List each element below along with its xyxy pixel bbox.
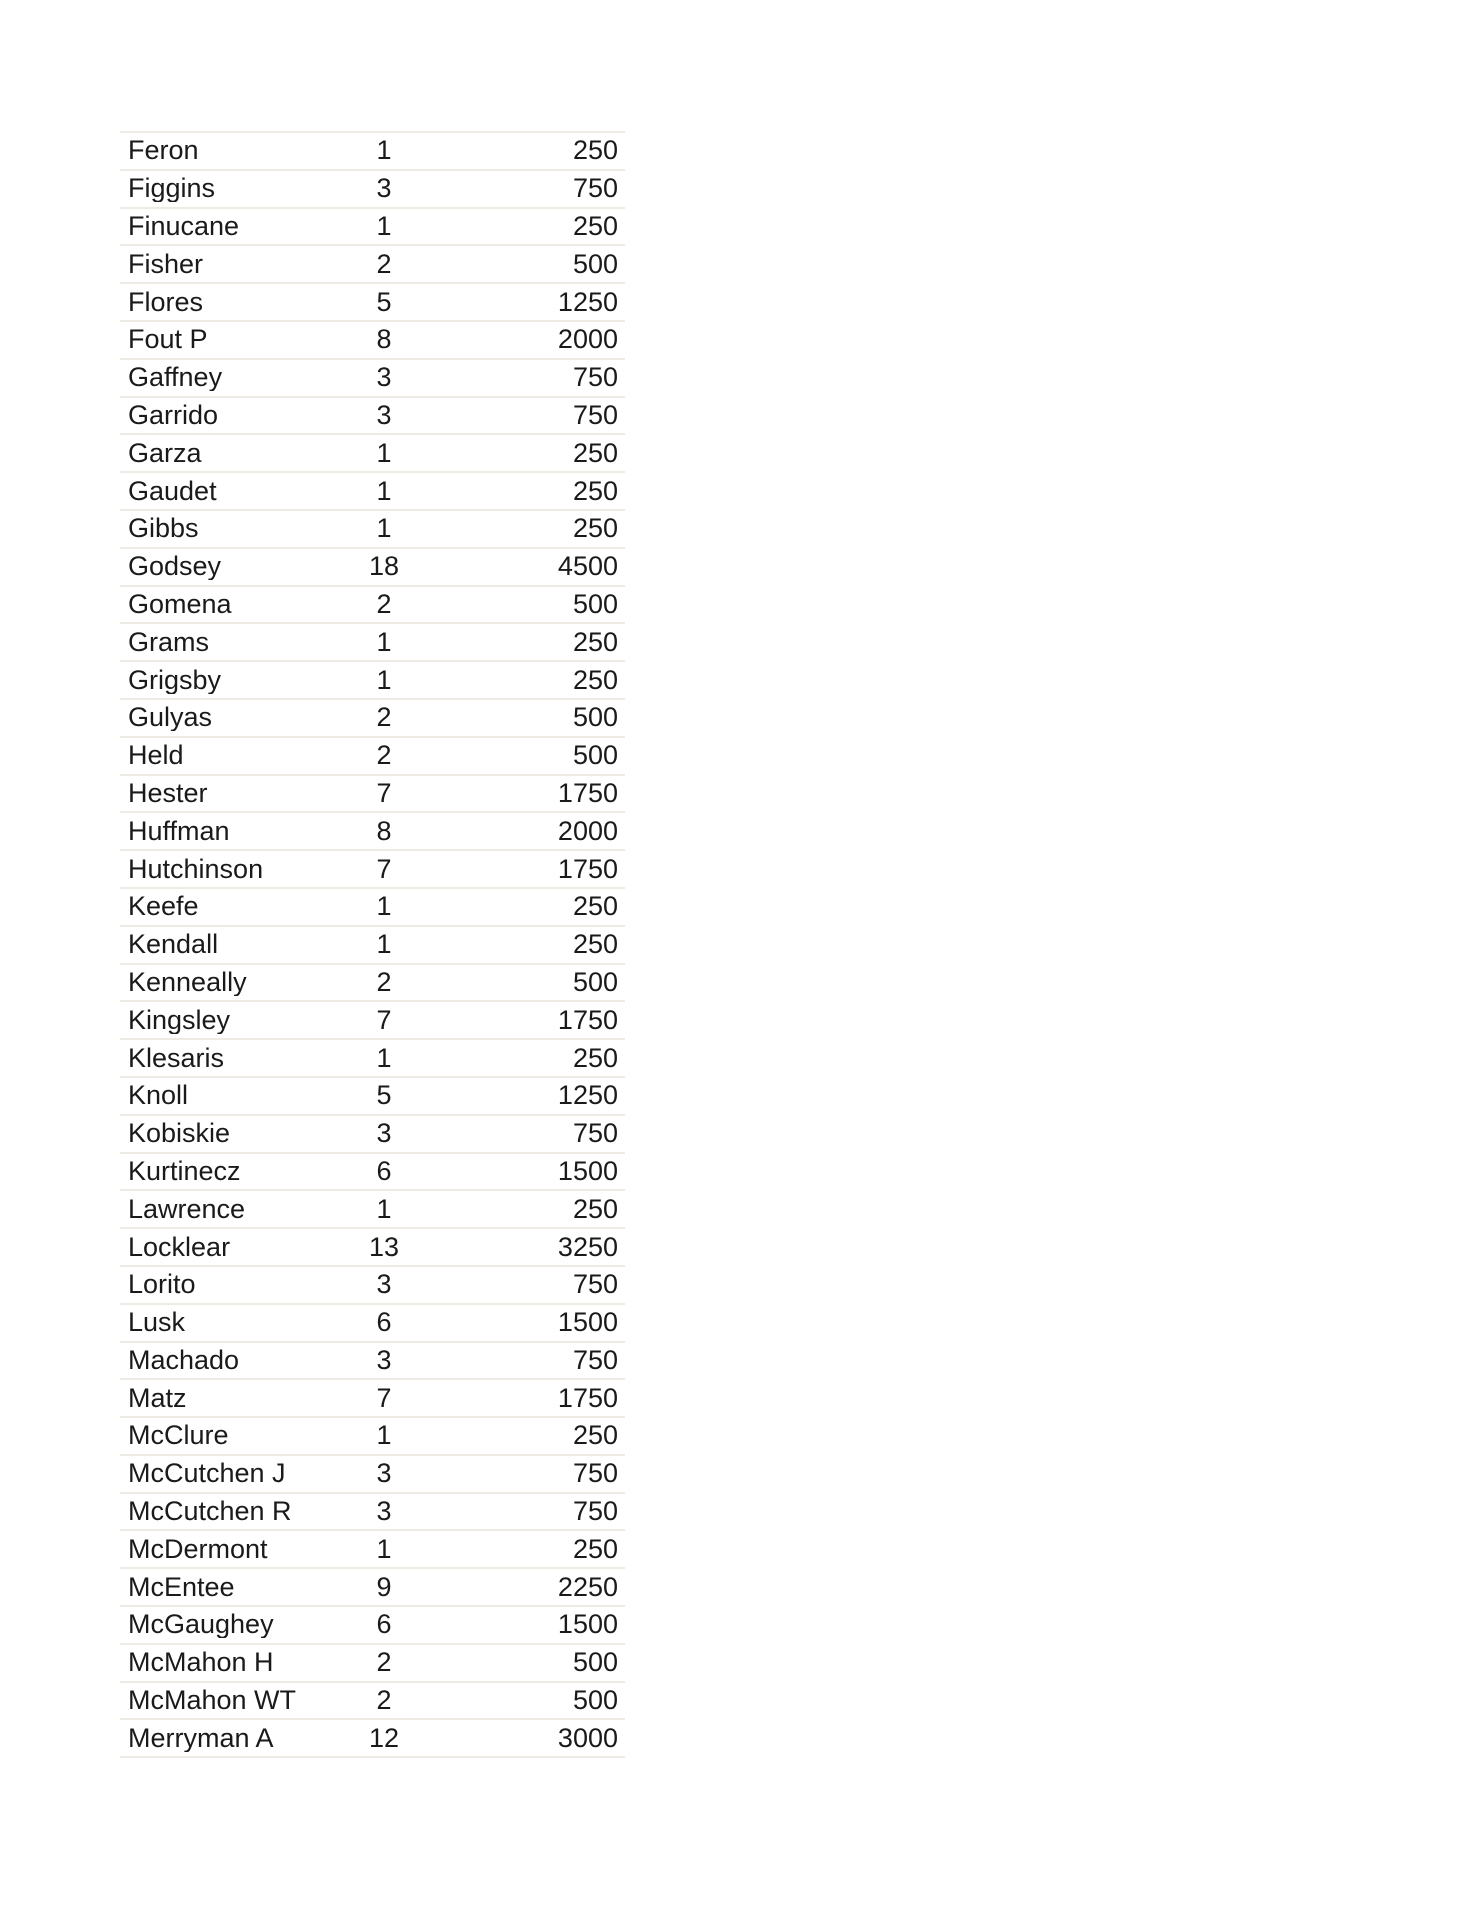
count-cell: 7 [376, 1382, 392, 1413]
amount-cell: 3250 [557, 1231, 618, 1262]
count-cell: 2 [376, 248, 392, 279]
amount-cell: 250 [572, 210, 618, 241]
count-cell: 12 [368, 1722, 400, 1753]
name-cell: Huffman [128, 817, 230, 845]
amount-cell: 1250 [557, 1080, 618, 1111]
name-cell: Klesaris [128, 1044, 225, 1072]
table-row [120, 1720, 625, 1758]
name-cell: Feron [128, 137, 199, 165]
amount-cell: 750 [572, 362, 618, 393]
table-row [120, 1645, 625, 1683]
name-cell: Garza [128, 439, 202, 467]
table-row [120, 851, 625, 889]
amount-cell: 1500 [557, 1307, 618, 1338]
name-cell: McGaughey [128, 1611, 274, 1639]
table-row [120, 1569, 625, 1607]
table-row [120, 738, 625, 776]
count-cell: 1 [376, 664, 392, 695]
amount-cell: 500 [572, 740, 618, 771]
name-cell: McDermont [128, 1535, 268, 1563]
table-row [120, 927, 625, 965]
table-row [120, 435, 625, 473]
name-cell: Gaudet [128, 477, 217, 505]
amount-cell: 2000 [557, 324, 618, 355]
amount-cell: 750 [572, 1118, 618, 1149]
amount-cell: 1750 [557, 777, 618, 808]
amount-cell: 250 [572, 664, 618, 695]
table-row [120, 1154, 625, 1192]
amount-cell: 750 [572, 1269, 618, 1300]
count-cell: 6 [376, 1155, 392, 1186]
amount-cell: 250 [572, 891, 618, 922]
name-cell: Gibbs [128, 515, 199, 543]
name-cell: Grigsby [128, 666, 222, 694]
name-cell: Fout P [128, 326, 208, 354]
name-cell: McMahon H [128, 1649, 274, 1677]
count-cell: 2 [376, 966, 392, 997]
name-cell: Keefe [128, 893, 199, 921]
table-row [120, 398, 625, 436]
amount-cell: 1250 [557, 286, 618, 317]
count-cell: 2 [376, 702, 392, 733]
name-cell: McClure [128, 1422, 229, 1450]
amount-cell: 500 [572, 1647, 618, 1678]
count-cell: 1 [376, 1193, 392, 1224]
name-cell: Merryman A [128, 1724, 274, 1752]
table-row [120, 889, 625, 927]
table-row [120, 360, 625, 398]
name-cell: Figgins [128, 175, 216, 203]
count-cell: 1 [376, 1042, 392, 1073]
count-cell: 7 [376, 777, 392, 808]
table-row [120, 246, 625, 284]
name-cell: Kingsley [128, 1006, 231, 1034]
table-row [120, 473, 625, 511]
count-cell: 3 [376, 1496, 392, 1527]
count-cell: 3 [376, 1458, 392, 1489]
name-cell: Grams [128, 628, 209, 656]
table-row [120, 1683, 625, 1721]
amount-cell: 4500 [557, 551, 618, 582]
amount-cell: 500 [572, 702, 618, 733]
amount-cell: 750 [572, 1344, 618, 1375]
table-row [120, 1191, 625, 1229]
amount-cell: 250 [572, 135, 618, 166]
count-cell: 1 [376, 891, 392, 922]
name-cell: Locklear [128, 1233, 231, 1261]
count-cell: 6 [376, 1307, 392, 1338]
table-row [120, 1418, 625, 1456]
count-cell: 6 [376, 1609, 392, 1640]
name-cell: Hester [128, 779, 208, 807]
amount-cell: 250 [572, 1533, 618, 1564]
amount-cell: 500 [572, 248, 618, 279]
amount-cell: 1750 [557, 1382, 618, 1413]
table-row [120, 813, 625, 851]
table-row [120, 1607, 625, 1645]
name-cell: Fisher [128, 250, 204, 278]
name-cell: Kendall [128, 931, 219, 959]
table-row [120, 1116, 625, 1154]
count-cell: 7 [376, 1004, 392, 1035]
amount-cell: 1500 [557, 1155, 618, 1186]
name-cell: Godsey [128, 553, 222, 581]
name-cell: Lawrence [128, 1195, 246, 1223]
table-row [120, 1343, 625, 1381]
count-cell: 1 [376, 135, 392, 166]
count-cell: 3 [376, 1118, 392, 1149]
name-cell: Flores [128, 288, 204, 316]
table-row [120, 549, 625, 587]
count-cell: 1 [376, 626, 392, 657]
name-cell: Machado [128, 1346, 240, 1374]
table-row [120, 624, 625, 662]
name-cell: Lorito [128, 1271, 196, 1299]
amount-cell: 250 [572, 929, 618, 960]
table-row [120, 700, 625, 738]
count-cell: 1 [376, 210, 392, 241]
table-row [120, 776, 625, 814]
count-cell: 18 [368, 551, 400, 582]
name-cell: Gulyas [128, 704, 213, 732]
amount-cell: 750 [572, 399, 618, 430]
table-row [120, 1078, 625, 1116]
amount-cell: 750 [572, 173, 618, 204]
table-row [120, 133, 625, 171]
amount-cell: 3000 [557, 1722, 618, 1753]
amount-cell: 250 [572, 513, 618, 544]
table-row [120, 209, 625, 247]
table-row [120, 662, 625, 700]
count-cell: 1 [376, 437, 392, 468]
amount-cell: 250 [572, 626, 618, 657]
name-cell: Gomena [128, 590, 232, 618]
count-cell: 8 [376, 815, 392, 846]
name-cell: Held [128, 742, 184, 770]
roster-table [120, 131, 625, 1758]
count-cell: 13 [368, 1231, 400, 1262]
amount-cell: 1500 [557, 1609, 618, 1640]
amount-cell: 250 [572, 437, 618, 468]
count-cell: 3 [376, 1344, 392, 1375]
amount-cell: 500 [572, 588, 618, 619]
amount-cell: 250 [572, 1042, 618, 1073]
name-cell: Matz [128, 1384, 187, 1412]
name-cell: Garrido [128, 401, 219, 429]
amount-cell: 750 [572, 1496, 618, 1527]
count-cell: 3 [376, 173, 392, 204]
amount-cell: 500 [572, 1685, 618, 1716]
name-cell: Kenneally [128, 968, 247, 996]
name-cell: Finucane [128, 212, 240, 240]
table-row [120, 965, 625, 1003]
table-row [120, 1267, 625, 1305]
amount-cell: 2250 [557, 1571, 618, 1602]
amount-cell: 1750 [557, 853, 618, 884]
count-cell: 7 [376, 853, 392, 884]
table-row [120, 171, 625, 209]
table-row [120, 1531, 625, 1569]
name-cell: McCutchen J [128, 1460, 286, 1488]
count-cell: 1 [376, 475, 392, 506]
table-row [120, 1380, 625, 1418]
count-cell: 2 [376, 740, 392, 771]
table-row [120, 1305, 625, 1343]
count-cell: 2 [376, 1647, 392, 1678]
name-cell: Lusk [128, 1309, 186, 1337]
amount-cell: 250 [572, 475, 618, 506]
name-cell: Kurtinecz [128, 1157, 241, 1185]
name-cell: McEntee [128, 1573, 235, 1601]
table-row [120, 1229, 625, 1267]
name-cell: McMahon WT [128, 1687, 297, 1715]
table-row [120, 1494, 625, 1532]
amount-cell: 2000 [557, 815, 618, 846]
table-row [120, 511, 625, 549]
table-row [120, 1040, 625, 1078]
count-cell: 3 [376, 362, 392, 393]
count-cell: 5 [376, 286, 392, 317]
name-cell: Hutchinson [128, 855, 264, 883]
count-cell: 1 [376, 1420, 392, 1451]
amount-cell: 750 [572, 1458, 618, 1489]
name-cell: Knoll [128, 1082, 189, 1110]
table-row [120, 284, 625, 322]
amount-cell: 250 [572, 1193, 618, 1224]
count-cell: 5 [376, 1080, 392, 1111]
count-cell: 3 [376, 1269, 392, 1300]
count-cell: 1 [376, 929, 392, 960]
amount-cell: 1750 [557, 1004, 618, 1035]
count-cell: 1 [376, 513, 392, 544]
count-cell: 8 [376, 324, 392, 355]
name-cell: McCutchen R [128, 1498, 292, 1526]
count-cell: 2 [376, 1685, 392, 1716]
count-cell: 3 [376, 399, 392, 430]
count-cell: 9 [376, 1571, 392, 1602]
count-cell: 1 [376, 1533, 392, 1564]
amount-cell: 250 [572, 1420, 618, 1451]
name-cell: Gaffney [128, 364, 223, 392]
table-row [120, 587, 625, 625]
table-row [120, 1456, 625, 1494]
amount-cell: 500 [572, 966, 618, 997]
count-cell: 2 [376, 588, 392, 619]
table-row [120, 1002, 625, 1040]
table-row [120, 322, 625, 360]
name-cell: Kobiskie [128, 1120, 231, 1148]
